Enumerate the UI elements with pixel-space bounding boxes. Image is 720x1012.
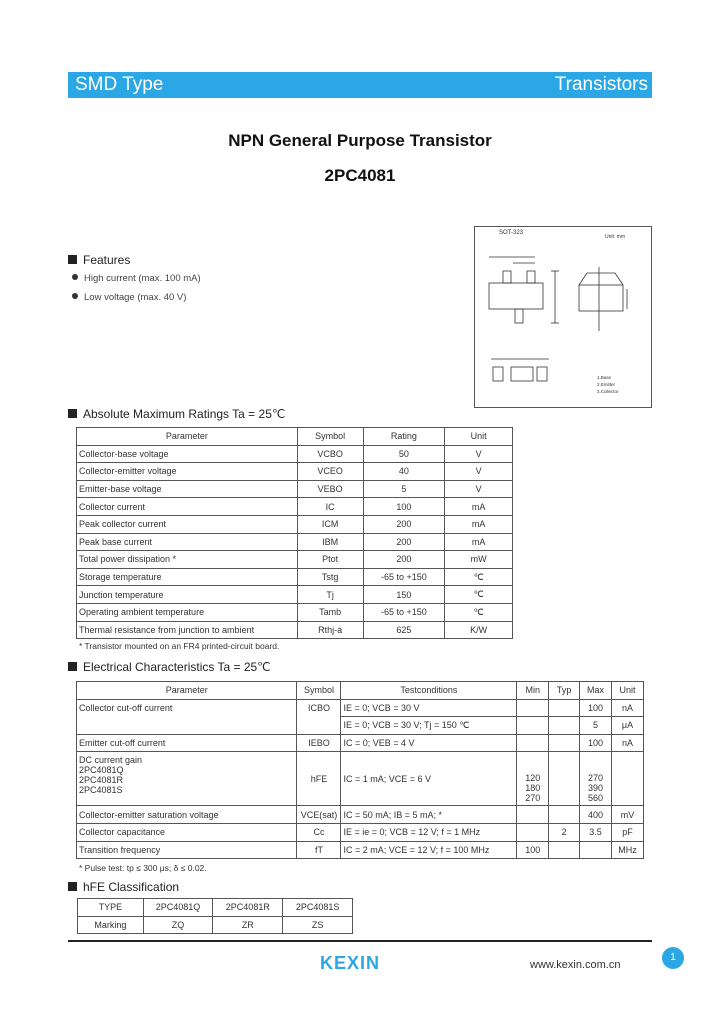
cell-min — [517, 734, 549, 752]
cell-unit — [612, 752, 644, 806]
website-link[interactable]: www.kexin.com.cn — [530, 959, 621, 971]
column-header: Parameter — [77, 682, 297, 700]
cell-parameter: Transition frequency — [77, 841, 297, 859]
table-row — [77, 463, 513, 481]
cell-unit: ℃ — [445, 586, 513, 604]
column-header: Symbol — [297, 428, 363, 446]
cell-min: 100 — [517, 841, 549, 859]
cell-symbol: IEBO — [297, 734, 341, 752]
cell-symbol: VEBO — [297, 480, 363, 498]
cell-min — [517, 717, 549, 735]
cell-parameter: Peak collector current — [77, 515, 298, 533]
table-row — [77, 752, 644, 806]
square-bullet-icon — [68, 255, 77, 264]
cell-parameter: Junction temperature — [77, 586, 298, 604]
cell-type: 2PC4081S — [283, 899, 353, 917]
cell-typ: 2 — [549, 823, 580, 841]
cell-parameter: Collector-emitter voltage — [77, 463, 298, 481]
page-number: 1 — [662, 947, 684, 969]
cell-parameter: Collector cut-off current — [77, 699, 297, 734]
cell-typ — [549, 806, 580, 824]
cell-type: 2PC4081Q — [143, 899, 213, 917]
table-row — [77, 806, 644, 824]
column-header: Typ — [549, 682, 580, 700]
package-drawing — [474, 226, 652, 408]
cell-parameter: Thermal resistance from junction to ambient — [77, 621, 298, 639]
column-header: Testconditions — [341, 682, 517, 700]
cell-rating: -65 to +150 — [363, 603, 445, 621]
cell-unit: V — [445, 445, 513, 463]
cell-marking-label: Marking — [78, 916, 144, 934]
cell-min — [517, 823, 549, 841]
cell-min: 120 180 270 — [517, 752, 549, 806]
cell-max: 5 — [580, 717, 612, 735]
abs-max-table — [76, 427, 513, 639]
table-header-row — [77, 428, 513, 446]
table-row — [77, 533, 513, 551]
header-right: Transistors — [554, 74, 648, 95]
cell-unit: K/W — [445, 621, 513, 639]
cell-rating: 100 — [363, 498, 445, 516]
table-row — [77, 515, 513, 533]
table-row — [77, 823, 644, 841]
bullet-icon — [72, 293, 78, 299]
column-header: Min — [517, 682, 549, 700]
square-bullet-icon — [68, 662, 77, 671]
cell-unit: V — [445, 463, 513, 481]
table-row — [77, 734, 644, 752]
cell-unit: nA — [612, 699, 644, 717]
cell-typ — [549, 734, 580, 752]
cell-parameter: Collector capacitance — [77, 823, 297, 841]
package-name: SOT-323 — [499, 230, 524, 236]
elec-table — [76, 681, 644, 859]
footer-divider — [68, 940, 652, 942]
cell-parameter: DC current gain 2PC4081Q 2PC4081R 2PC4081S — [77, 752, 297, 806]
elec-heading: Electrical Characteristics Ta = 25℃ — [68, 660, 271, 674]
cell-unit: mA — [445, 533, 513, 551]
cell-typ — [549, 699, 580, 717]
package-unit: Unit: mm — [605, 234, 625, 240]
features-heading: Features — [68, 253, 130, 267]
table-row — [77, 841, 644, 859]
cell-rating: 200 — [363, 551, 445, 569]
cell-max: 100 — [580, 699, 612, 717]
cell-unit: pF — [612, 823, 644, 841]
cell-symbol: hFE — [297, 752, 341, 806]
cell-condition: IC = 1 mA; VCE = 6 V — [341, 752, 517, 806]
table-row — [77, 445, 513, 463]
cell-unit: mV — [612, 806, 644, 824]
table-row — [78, 899, 353, 917]
cell-max: 400 — [580, 806, 612, 824]
square-bullet-icon — [68, 882, 77, 891]
column-header: Unit — [445, 428, 513, 446]
cell-max: 270 390 560 — [580, 752, 612, 806]
cell-symbol: ICBO — [297, 699, 341, 734]
cell-rating: 40 — [363, 463, 445, 481]
square-bullet-icon — [68, 409, 77, 418]
table-row — [78, 916, 353, 934]
feature-item: Low voltage (max. 40 V) — [72, 292, 186, 303]
cell-condition: IC = 2 mA; VCE = 12 V; f = 100 MHz — [341, 841, 517, 859]
cell-symbol: Cc — [297, 823, 341, 841]
cell-marking: ZQ — [143, 916, 213, 934]
cell-unit: mA — [445, 515, 513, 533]
cell-parameter: Collector-base voltage — [77, 445, 298, 463]
kexin-logo: KEXIN — [320, 953, 381, 973]
cell-symbol: Tamb — [297, 603, 363, 621]
elec-note: * Pulse test: tp ≤ 300 μs; δ ≤ 0.02. — [79, 863, 207, 873]
cell-max: 3.5 — [580, 823, 612, 841]
table-row — [77, 551, 513, 569]
cell-condition: IC = 50 mA; IB = 5 mA; * — [341, 806, 517, 824]
cell-unit: mW — [445, 551, 513, 569]
cell-rating: 5 — [363, 480, 445, 498]
cell-parameter: Collector-emitter saturation voltage — [77, 806, 297, 824]
table-row — [77, 586, 513, 604]
cell-symbol: ICM — [297, 515, 363, 533]
cell-rating: 625 — [363, 621, 445, 639]
cell-symbol: VCE(sat) — [297, 806, 341, 824]
cell-unit: μA — [612, 717, 644, 735]
cell-typ — [549, 717, 580, 735]
pin-list: 1.Base 2.Emitter 3.Collector — [597, 375, 619, 394]
cell-condition: IE = 0; VCB = 30 V — [341, 699, 517, 717]
cell-symbol: Tstg — [297, 568, 363, 586]
cell-parameter: Peak base current — [77, 533, 298, 551]
cell-rating: 200 — [363, 533, 445, 551]
cell-max — [580, 841, 612, 859]
hfe-heading: hFE Classification — [68, 880, 179, 894]
cell-typ — [549, 752, 580, 806]
column-header: Symbol — [297, 682, 341, 700]
cell-symbol: IBM — [297, 533, 363, 551]
cell-unit: ℃ — [445, 603, 513, 621]
column-header: Rating — [363, 428, 445, 446]
abs-max-heading: Absolute Maximum Ratings Ta = 25℃ — [68, 407, 285, 421]
cell-unit: nA — [612, 734, 644, 752]
cell-parameter: Emitter cut-off current — [77, 734, 297, 752]
hfe-table — [77, 898, 353, 934]
header-banner — [68, 72, 652, 98]
cell-type: 2PC4081R — [213, 899, 283, 917]
cell-rating: -65 to +150 — [363, 568, 445, 586]
table-row — [77, 498, 513, 516]
cell-typ — [549, 841, 580, 859]
cell-marking: ZR — [213, 916, 283, 934]
cell-symbol: Rthj-a — [297, 621, 363, 639]
cell-parameter: Emitter-base voltage — [77, 480, 298, 498]
cell-unit: mA — [445, 498, 513, 516]
header-left: SMD Type — [75, 74, 164, 95]
table-row — [77, 603, 513, 621]
table-header-row — [77, 682, 644, 700]
table-row — [77, 621, 513, 639]
cell-condition: IE = ie = 0; VCB = 12 V; f = 1 MHz — [341, 823, 517, 841]
cell-symbol: fT — [297, 841, 341, 859]
package-outline-diagram — [475, 227, 651, 407]
cell-symbol: Ptot — [297, 551, 363, 569]
cell-min — [517, 699, 549, 717]
column-header: Max — [580, 682, 612, 700]
table-row — [77, 699, 644, 717]
cell-rating: 200 — [363, 515, 445, 533]
cell-marking: ZS — [283, 916, 353, 934]
cell-unit: ℃ — [445, 568, 513, 586]
cell-condition: IE = 0; VCB = 30 V; Tj = 150 ℃ — [341, 717, 517, 735]
cell-symbol: Tj — [297, 586, 363, 604]
cell-parameter: Operating ambient temperature — [77, 603, 298, 621]
part-number: 2PC4081 — [324, 166, 396, 185]
abs-max-note: * Transistor mounted on an FR4 printed-circuit board. — [79, 641, 280, 651]
cell-symbol: VCEO — [297, 463, 363, 481]
cell-unit: MHz — [612, 841, 644, 859]
cell-symbol: IC — [297, 498, 363, 516]
cell-unit: V — [445, 480, 513, 498]
feature-item: High current (max. 100 mA) — [72, 273, 201, 284]
cell-symbol: VCBO — [297, 445, 363, 463]
column-header: Unit — [612, 682, 644, 700]
cell-parameter: Storage temperature — [77, 568, 298, 586]
cell-condition: IC = 0; VEB = 4 V — [341, 734, 517, 752]
table-row — [77, 568, 513, 586]
cell-min — [517, 806, 549, 824]
table-row — [77, 480, 513, 498]
cell-rating: 150 — [363, 586, 445, 604]
cell-parameter: Collector current — [77, 498, 298, 516]
page-title: NPN General Purpose Transistor — [228, 131, 492, 150]
bullet-icon — [72, 274, 78, 280]
cell-rating: 50 — [363, 445, 445, 463]
column-header: Parameter — [77, 428, 298, 446]
cell-type-label: TYPE — [78, 899, 144, 917]
cell-parameter: Total power dissipation * — [77, 551, 298, 569]
cell-max: 100 — [580, 734, 612, 752]
